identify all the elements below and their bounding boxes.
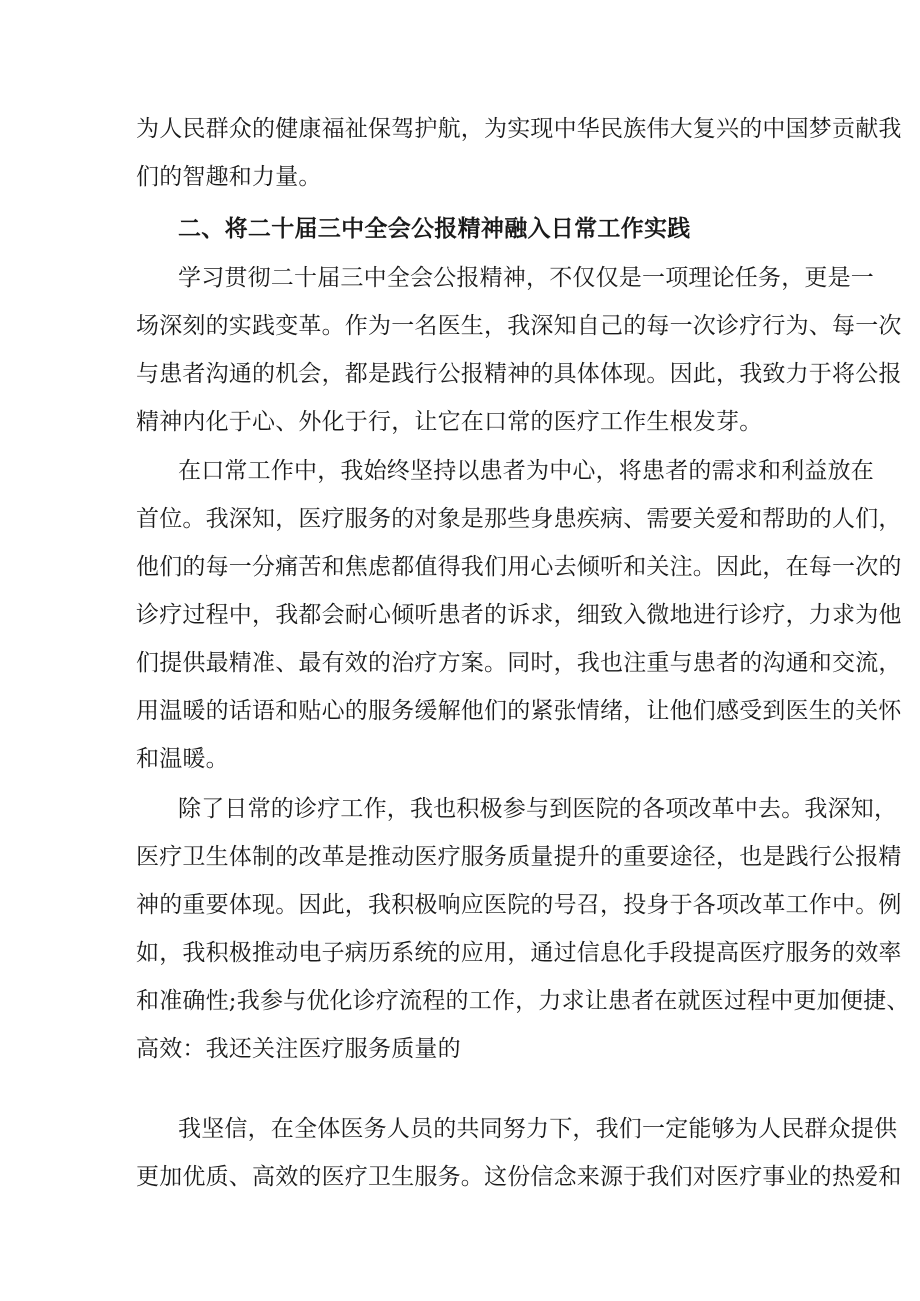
paragraph-line: 诊疗过程中，我都会耐心倾听患者的诉求，细致入微地进行诊疗，力求为他	[136, 602, 902, 628]
paragraph-line: 如，我积极推动电子病历系统的应用，通过信息化手段提高医疗服务的效率	[136, 940, 902, 966]
paragraph-line: 医疗卫生体制的改革是推动医疗服务质量提升的重要途径，也是践行公报精	[136, 844, 902, 870]
paragraph-line: 们提供最精准、最有效的治疗方案。同时，我也注重与患者的沟通和交流，	[136, 650, 902, 676]
paragraph-line: 场深刻的实践变革。作为一名医生，我深知自己的每一次诊疗行为、每一次	[136, 313, 902, 339]
paragraph-line: 他们的每一分痛苦和焦虑都值得我们用心去倾听和关注。因此，在每一次的	[136, 554, 902, 580]
paragraph-line: 首位。我深知，医疗服务的对象是那些身患疾病、需要关爱和帮助的人们，	[136, 506, 902, 532]
paragraph-line: 与患者沟通的机会，都是践行公报精神的具体体现。因此，我致力于将公报	[136, 361, 902, 387]
paragraph-line: 我坚信，在全体医务人员的共同努力下，我们一定能够为人民群众提供	[178, 1116, 898, 1142]
paragraph-line: 学习贯彻二十届三中全会公报精神，不仅仅是一项理论任务，更是一	[178, 265, 874, 291]
intro-line: 为人民群众的健康福祉保驾护航，为实现中华民族伟大复兴的中国梦贡献我	[136, 116, 902, 142]
paragraph-line: 和准确性;我参与优化诊疗流程的工作，力求让患者在就医过程中更加便捷、	[136, 988, 910, 1014]
intro-line: 们的智趣和力量。	[136, 164, 322, 190]
paragraph-line: 用温暖的话语和贴心的服务缓解他们的紧张情绪，让他们感受到医生的关怀	[136, 698, 902, 724]
paragraph-line: 在口常工作中，我始终坚持以患者为中心，将患者的需求和利益放在	[178, 458, 874, 484]
paragraph-line: 和温暖。	[136, 746, 229, 772]
paragraph-line: 神的重要体现。因此，我积极响应医院的号召，投身于各项改革工作中。例	[136, 892, 902, 918]
paragraph-line: 更加优质、高效的医疗卫生服务。这份信念来源于我们对医疗事业的热爱和	[136, 1164, 902, 1190]
paragraph-line: 高效：我还关注医疗服务质量的	[136, 1036, 461, 1062]
paragraph-line: 精神内化于心、外化于行，让它在口常的医疗工作生根发芽。	[136, 409, 763, 435]
section-heading: 二、将二十届三中全会公报精神融入日常工作实践	[178, 216, 691, 242]
paragraph-line: 除了日常的诊疗工作，我也积极参与到医院的各项改革中去。我深知，	[178, 796, 898, 822]
